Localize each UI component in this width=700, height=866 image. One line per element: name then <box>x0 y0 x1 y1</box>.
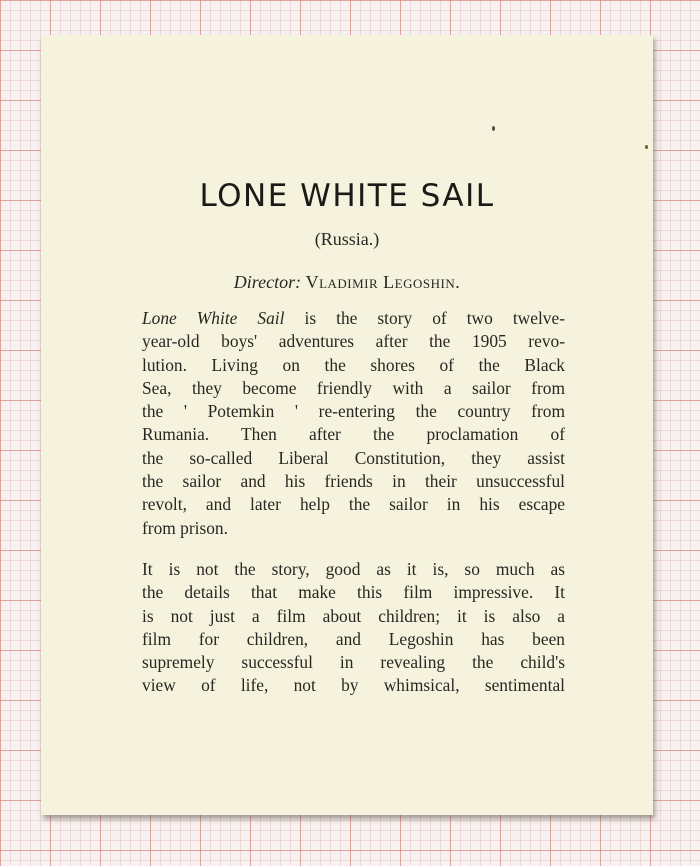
text-line: from prison. <box>142 517 228 538</box>
text-line: is not just a film about children; it is also a <box>142 605 565 626</box>
director-label: Director: <box>233 272 302 292</box>
text-line: revolt, and later help the sailor in his escape <box>142 494 565 515</box>
text-line: the ' Potemkin ' re-entering the country from <box>142 401 565 422</box>
paper-speck <box>645 145 648 149</box>
text-line: Sea, they become friendly with a sailor from <box>142 377 565 398</box>
text-line: year-old boys' adventures after the 1905 revo- <box>142 331 565 352</box>
paper-speck <box>492 126 495 131</box>
film-title: LONE WHITE SAIL <box>199 178 495 214</box>
text-line: the sailor and his friends in their unsuccessful <box>142 471 565 492</box>
text-line: view of life, not by whimsical, sentimental <box>142 675 565 696</box>
document-card <box>41 35 653 815</box>
paragraph-review <box>142 558 565 698</box>
text-line: the so-called Liberal Constitution, they assist <box>142 447 565 468</box>
director-name: Vladimir Legoshin. <box>305 272 461 292</box>
text-line: It is not the story, good as it is, so much as <box>142 559 565 579</box>
text-line: Lone White Sail is the story of two twelve- <box>142 308 565 328</box>
text-line: Rumania. Then after the proclamation of <box>142 424 565 445</box>
text-line: film for children, and Legoshin has been <box>142 628 565 649</box>
text-line: lution. Living on the shores of the Black <box>142 354 565 375</box>
text-line: the details that make this film impressive. It <box>142 582 565 603</box>
film-title-italic: Lone White Sail <box>142 308 285 328</box>
director-line <box>41 272 653 293</box>
text-line: supremely successful in revealing the child's <box>142 652 565 673</box>
paragraph-synopsis <box>142 307 565 540</box>
country-label: (Russia.) <box>314 229 380 249</box>
